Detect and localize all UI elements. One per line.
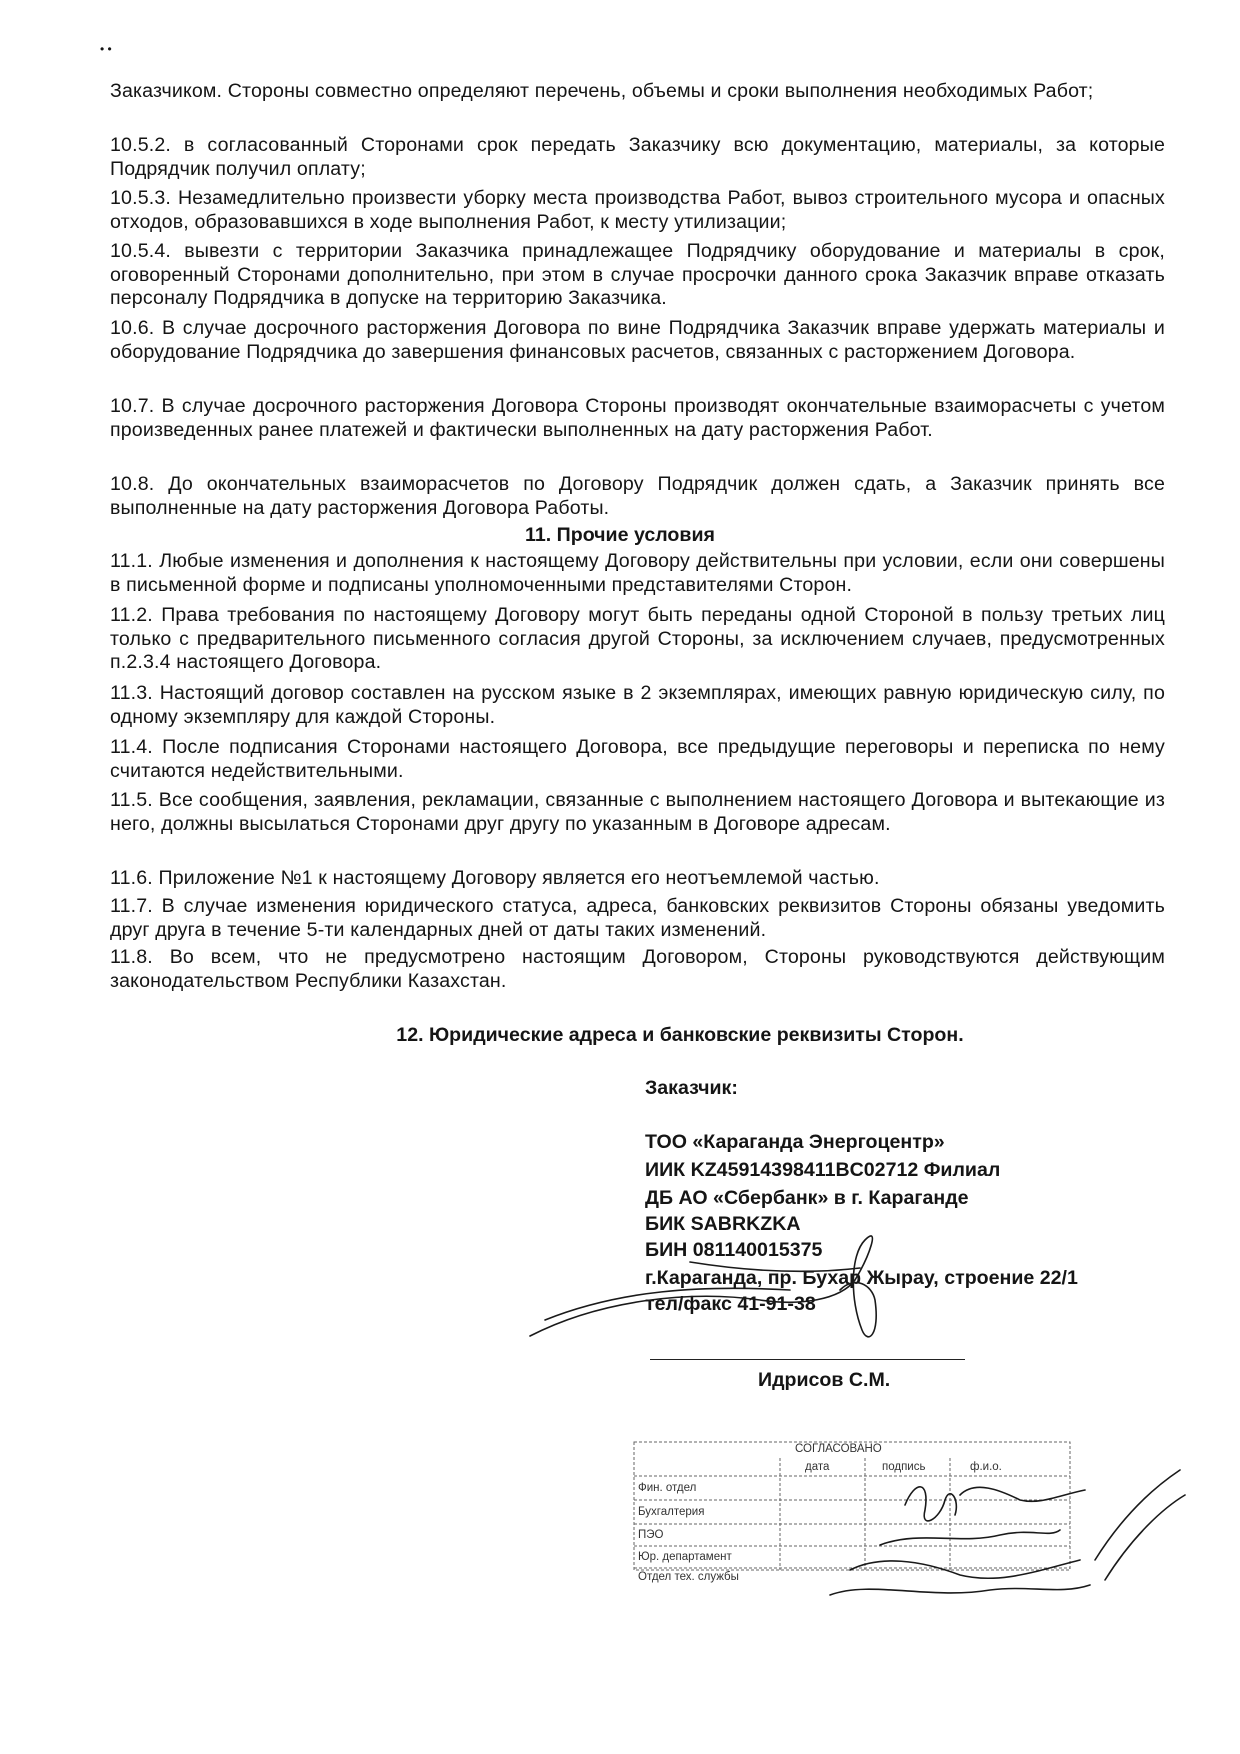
signatory-name: Идрисов С.М. <box>758 1369 891 1391</box>
paragraph-10-6: 10.6. В случае досрочного расторжения Договора по вине Подрядчика Заказчик вправе удержать материалы и оборудование Подрядчика до завершения финансовых расчетов, связанных с расторжением Договора. <box>110 317 1165 363</box>
paragraph-10-7: 10.7. В случае досрочного расторжения Договора Стороны производят окончательные взаиморасчеты с учетом произведенных ранее платежей и фактически выполненных на дату расторжения Работ. <box>110 395 1165 441</box>
clause-11-5: 11.5. Все сообщения, заявления, рекламации, связанные с выполнением настоящего Договора и вытекающие из него, должны высылаться Сторонами друг другу по указанным в Договоре адресам. <box>110 789 1165 835</box>
clause-11-7: 11.7. В случае изменения юридического статуса, адреса, банковских реквизитов Стороны обязаны уведомить друг друга в течение 5-ти календарных дней от даты таких изменений. <box>110 895 1165 941</box>
party-label: Заказчик: <box>645 1077 738 1099</box>
stamp-col-name: ф.и.о. <box>970 1461 1002 1473</box>
section-12-title: 12. Юридические адреса и банковские реквизиты Сторон. <box>396 1024 964 1046</box>
clause-11-6: 11.6. Приложение №1 к настоящему Договору является его неотъемлемой частью. <box>110 867 880 889</box>
requisites-line-3: ДБ АО «Сбербанк» в г. Караганде <box>645 1187 969 1209</box>
stamp-col-sign: подпись <box>882 1461 926 1473</box>
paragraph-10-5-3: 10.5.3. Незамедлительно произвести уборку места производства Работ, вывоз строительного мусора и опасных отходов, образовавшихся в ходе выполнения Работ, к месту утилизации; <box>110 187 1165 233</box>
stamp-row-4: Юр. департамент <box>638 1551 732 1563</box>
clause-11-1: 11.1. Любые изменения и дополнения к настоящему Договору действительны при условии, если они совершены в письменной форме и подписаны уполномоченными представителями Сторон. <box>110 550 1165 596</box>
paragraph-10-5-2: 10.5.2. в согласованный Сторонами срок передать Заказчику всю документацию, материалы, за которые Подрядчик получил оплату; <box>110 134 1165 180</box>
section-11-title: 11. Прочие условия <box>525 524 715 546</box>
paragraph-10-8: 10.8. До окончательных взаиморасчетов по Договору Подрядчик должен сдать, а Заказчик принять все выполненные на дату расторжения Договора Работы. <box>110 473 1165 519</box>
stamp-title: СОГЛАСОВАНО <box>795 1443 882 1455</box>
stamp-row-5: Отдел тех. службы <box>638 1571 739 1583</box>
signature-line <box>650 1359 965 1360</box>
stamp-row-3: ПЭО <box>638 1529 664 1541</box>
requisites-line-6: г.Караганда, пр. Бухар Жырау, строение 22/1 <box>645 1267 1078 1289</box>
scan-specks: • • <box>100 42 112 56</box>
paragraph-10-5-4: 10.5.4. вывезти с территории Заказчика принадлежащее Подрядчику оборудование и материалы в срок, оговоренный Сторонами дополнительно, при этом в случае просрочки данного срока Заказчик вправе отказать персоналу Подрядчика в допуске на территорию Заказчика. <box>110 240 1165 309</box>
requisites-line-1: ТОО «Караганда Энергоцентр» <box>645 1131 945 1153</box>
approval-stamp <box>630 1440 1075 1583</box>
requisites-line-2: ИИК KZ45914398411BC02712 Филиал <box>645 1159 1001 1181</box>
clause-11-8: 11.8. Во всем, что не предусмотрено настоящим Договором, Стороны руководствуются действующим законодательством Республики Казахстан. <box>110 946 1165 992</box>
stamp-col-date: дата <box>805 1461 830 1473</box>
clause-11-2: 11.2. Права требования по настоящему Договору могут быть переданы одной Стороной в пользу третьих лиц только с предварительного письменного согласия другой Стороны, за исключением случаев, предусмотренных п.2.3.4 настоящего Договора. <box>110 604 1165 673</box>
clause-11-4: 11.4. После подписания Сторонами настоящего Договора, все предыдущие переговоры и переписка по нему считаются недействительными. <box>110 736 1165 782</box>
stamp-row-1: Фин. отдел <box>638 1482 697 1494</box>
stamp-row-2: Бухгалтерия <box>638 1506 705 1518</box>
paragraph-10-5-1-cont: Заказчиком. Стороны совместно определяют перечень, объемы и сроки выполнения необходимых Работ; <box>110 80 1094 102</box>
clause-11-3: 11.3. Настоящий договор составлен на русском языке в 2 экземплярах, имеющих равную юридическую силу, по одному экземпляру для каждой Стороны. <box>110 682 1165 728</box>
requisites-line-7: тел/факс 41-91-38 <box>645 1293 816 1315</box>
requisites-line-5: БИН 081140015375 <box>645 1239 823 1261</box>
stamp-signature-5 <box>830 1585 1090 1595</box>
requisites-line-4: БИК SABRKZKA <box>645 1213 801 1235</box>
